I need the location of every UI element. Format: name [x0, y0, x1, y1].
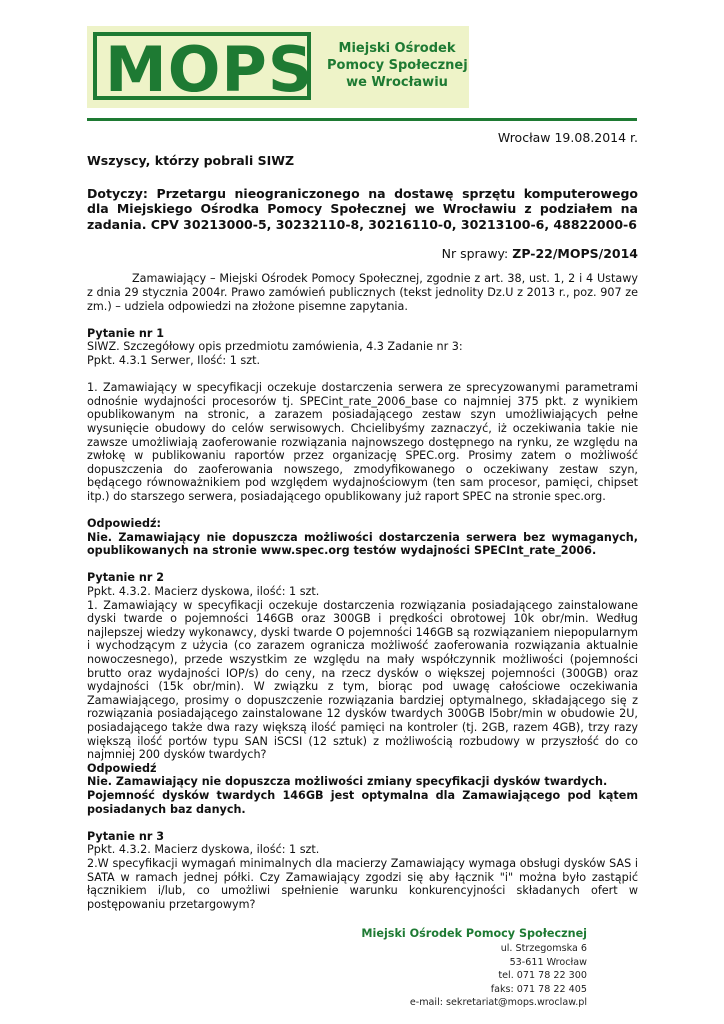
- answer-2-label: Odpowiedź: [87, 761, 157, 775]
- header-divider: [87, 118, 637, 121]
- case-label: Nr sprawy:: [441, 245, 509, 261]
- mops-logo: [87, 26, 469, 108]
- footer-institution-name: Miejski Ośrodek Pomocy Społecznej: [361, 927, 587, 940]
- question-3-body: 2.W specyfikacji wymagań minimalnych dla macierzy Zamawiający wymaga obsługi dysków SAS i SATA w ramach jednej półki. Czy Zamawiający zgodzi się aby łącznik "i" można było zastąpić łącznikiem i/lub, co umożliwi spełnienie warunku konkurencyjności składanych ofert w postępowaniu przetargowym?: [87, 856, 638, 911]
- logo-line-3: we Wrocławiu: [346, 75, 448, 90]
- addressee: Wszyscy, którzy pobrali SIWZ: [87, 152, 295, 168]
- footer-fax: faks: 071 78 22 405: [490, 983, 587, 995]
- intro-paragraph: Zamawiający – Miejski Ośrodek Pomocy Społecznej, zgodnie z art. 38, ust. 1, 2 i 4 Ustawy z dnia 29 stycznia 2004r. Prawo zamówień publicznych (tekst jednolity Dz.U z 2013 r., poz. 907 ze zm.) – udziela odpowiedzi na złożone pisemne zapytania.: [87, 272, 638, 313]
- document-body: [87, 128, 638, 911]
- question-1-body: 1. Zamawiający w specyfikacji oczekuje dostarczenia serwera ze sprecyzowanymi parametrami odnośnie wydajności procesorów tj. SPECint_rate_2006_base co najmniej 375 pkt. z wynikiem opublikowanym na stronic, a zarazem posiadającego zestaw szyn umożliwiających pełne wysunięcie obudowy do celów serwisowych. Chcielibyśmy zaznaczyć, iż oczekiwania takie nie zawsze umożliwiają zaoferowanie rozwiązania najnowszego dostępnego na rynku, ze względu na zwłokę w publikowaniu raportów przez organizację SPEC.org. Prosimy zatem o możliwość dopuszczenia do zaoferowania nowszego, zmodyfikowanego o oczekiwany zestaw szyn, będącego równoważnikiem pod względem wydajnościowym (ten sam procesor, pamięci, chipset itp.) do starszego serwera, posiadającego opublikowany już raport SPEC na stronie spec.org.: [87, 381, 638, 503]
- logo-line-2: Pomocy Społecznej: [327, 58, 468, 73]
- question-1-title: Pytanie nr 1: [87, 326, 165, 340]
- logo-institution-name: [327, 40, 467, 91]
- logo-wordmark: MOPS: [105, 33, 314, 106]
- question-2-ref: Ppkt. 4.3.2. Macierz dyskowa, ilość: 1 szt.: [87, 585, 320, 599]
- answer-1-label: Odpowiedź:: [87, 517, 161, 531]
- footer-phone: tel. 071 78 22 300: [498, 970, 587, 982]
- question-2-title: Pytanie nr 2: [87, 571, 165, 585]
- footer-street: ul. Strzegomska 6: [500, 943, 587, 955]
- case-number-line: [87, 247, 638, 261]
- document-date: Wrocław 19.08.2014 r.: [497, 130, 638, 145]
- question-3-ref: Ppkt. 4.3.2. Macierz dyskowa, ilość: 1 szt.: [87, 843, 320, 857]
- footer-email: e-mail: sekretariat@mops.wroclaw.pl: [409, 997, 587, 1009]
- question-1-ref-2: Ppkt. 4.3.1 Serwer, Ilość: 1 szt.: [87, 353, 261, 367]
- subject: Dotyczy: Przetargu nieograniczonego na dostawę sprzętu komputerowego dla Miejskiego Ośrodka Pomocy Społecznej we Wrocławiu z podziałem na zadania. CPV 30213000-5, 30232110-8, 30216110-0, 30213100-6, 48822000-6: [87, 186, 638, 232]
- answer-1-text: Nie. Zamawiający nie dopuszcza możliwości dostarczenia serwera bez wymaganych, opublikowanych na stronie www.spec.org testów wydajności SPECInt_rate_2006.: [87, 530, 638, 558]
- case-number: ZP-22/MOPS/2014: [512, 245, 638, 261]
- footer-contact: [361, 927, 587, 1009]
- question-3-title: Pytanie nr 3: [87, 829, 165, 843]
- logo-line-1: Miejski Ośrodek: [338, 41, 456, 56]
- question-1-ref-1: SIWZ. Szczegółowy opis przedmiotu zamówienia, 4.3 Zadanie nr 3:: [87, 340, 463, 354]
- footer-city: 53-611 Wrocław: [509, 956, 587, 968]
- question-2-body: 1. Zamawiający w specyfikacji oczekuje dostarczenia rozwiązania posiadającego zainstalowane dyski twarde o pojemności 146GB oraz 300GB i prędkości obrotowej 10k obr/min. Według najlepszej wiedzy wykonawcy, dyski twarde O pojemności 146GB są rozwiązaniem niepopularnym i wychodzącym z użycia (co zarazem ogranicza możliwość zaoferowania rozwiązania aktualnie nowoczesnego), przede wszystkim ze względu na mały współczynnik możliwości (pojemności brutto oraz wydajności IOP/s) do ceny, na rzecz dysków o większej pojemności (300GB) oraz wydajności (15k obr/min). W związku z tym, biorąc pod uwagę całościowe oczekiwania Zamawiającego, prosimy o dopuszczenie rozwiązania bardziej optymalnego, składającego się z rozwiązania posiadającego zainstalowane 12 dysków twardych 300GB l5obr/min w obudowie 2U, posiadającego także dwa razy większą ilość pamięci na kontroler (tj. 2GB, razem 4GB), trzy razy większą ilość portów typu SAN iSCSI (12 sztuk) z możliwością rozbudowy w przyszłość do co najmniej 200 dysków twardych?: [87, 598, 638, 762]
- answer-2-text-2: Pojemność dysków twardych 146GB jest optymalna dla Zamawiającego pod kątem posiadanych baz danych.: [87, 788, 638, 816]
- logo-frame: [93, 32, 314, 106]
- answer-2-text-1: Nie. Zamawiający nie dopuszcza możliwości zmiany specyfikacji dysków twardych.: [87, 775, 608, 789]
